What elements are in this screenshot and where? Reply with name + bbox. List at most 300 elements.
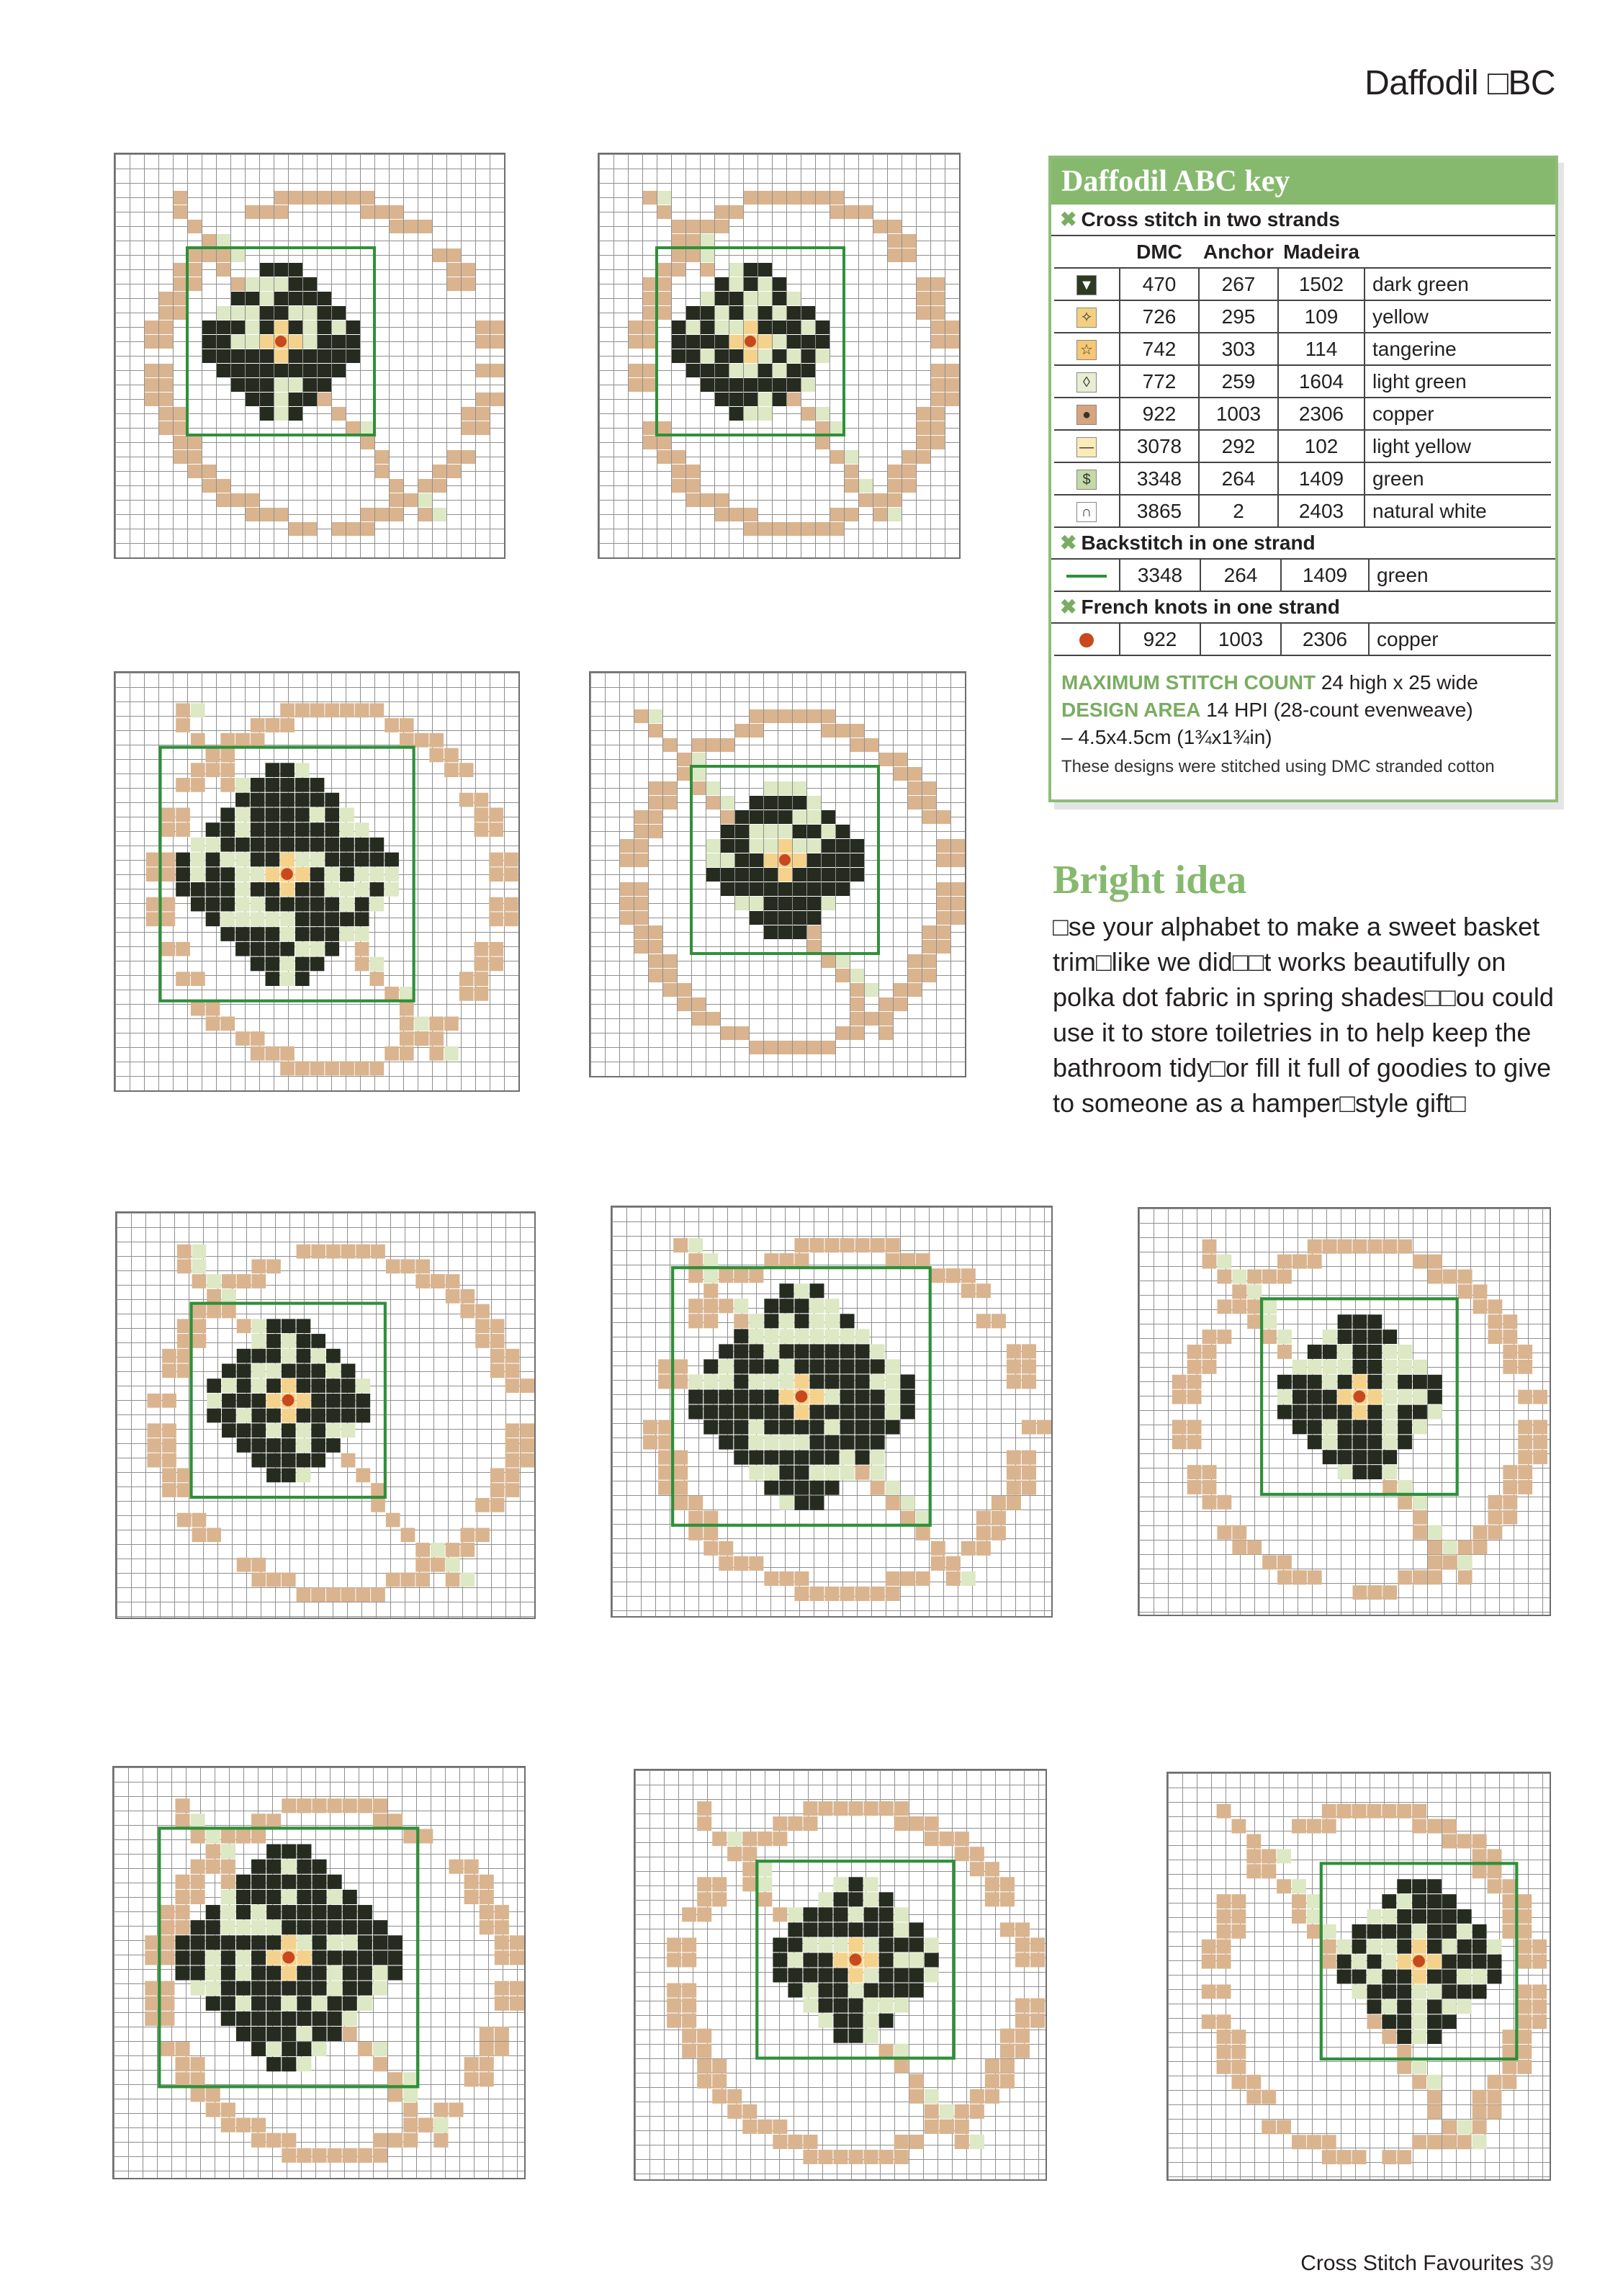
letter-stitch xyxy=(188,450,202,464)
letter-stitch xyxy=(332,522,346,536)
leaf-stitch xyxy=(750,796,763,810)
letter-stitch xyxy=(1517,2060,1532,2074)
leaf-stitch xyxy=(280,763,295,777)
letter-stitch xyxy=(297,1245,311,1259)
leaf-stitch xyxy=(251,1950,266,1965)
leaf-stitch xyxy=(816,320,830,334)
letter-stitch xyxy=(433,248,446,262)
thread-madeira: 1502 xyxy=(1278,268,1365,300)
letter-stitch xyxy=(174,450,187,464)
leaf-stitch xyxy=(1308,1345,1322,1359)
letter-stitch xyxy=(160,1981,174,1996)
letter-stitch xyxy=(510,1950,524,1965)
letter-stitch xyxy=(810,1587,824,1601)
letter-stitch xyxy=(678,983,691,997)
letter-stitch xyxy=(191,778,205,792)
petal-stitch xyxy=(280,957,295,972)
letter-stitch xyxy=(701,493,714,507)
leaf-stitch xyxy=(295,972,310,986)
letter-stitch xyxy=(191,2057,205,2071)
leaf-stitch xyxy=(266,838,280,852)
anchor-header: Anchor xyxy=(1199,236,1278,268)
letter-stitch xyxy=(415,1558,430,1572)
leaf-stitch xyxy=(191,1935,205,1950)
leaf-stitch xyxy=(1457,1984,1472,1999)
leaf-stitch xyxy=(807,911,821,925)
letter-stitch xyxy=(667,1983,681,1998)
petal-stitch xyxy=(325,882,339,897)
letter-stitch xyxy=(1473,2090,1487,2104)
leaf-stitch xyxy=(810,1450,824,1465)
letter-stitch xyxy=(318,393,331,406)
leaf-stitch xyxy=(220,822,235,837)
petal-stitch xyxy=(1383,1435,1397,1449)
letter-stitch xyxy=(1217,2045,1231,2059)
flower-centre-stitch xyxy=(849,1937,863,1952)
leaf-stitch xyxy=(794,1450,809,1465)
petal-stitch xyxy=(909,1952,924,1967)
leaf-stitch xyxy=(721,839,734,853)
flower-centre-stitch xyxy=(280,882,295,897)
letter-stitch xyxy=(925,2120,939,2134)
letter-stitch xyxy=(332,191,346,205)
letter-stitch xyxy=(1518,1360,1532,1374)
letter-stitch xyxy=(1412,2075,1426,2089)
letter-stitch xyxy=(909,2074,924,2089)
letter-stitch xyxy=(160,2012,174,2026)
petal-stitch xyxy=(341,1423,356,1438)
letter-stitch xyxy=(688,1314,703,1328)
letter-stitch xyxy=(657,421,671,435)
petal-stitch xyxy=(864,1937,878,1952)
leaf-stitch xyxy=(328,2027,342,2041)
leaf-stitch xyxy=(834,2029,848,2043)
leaf-stitch xyxy=(850,839,864,853)
letter-stitch xyxy=(1457,2135,1472,2149)
leaf-stitch xyxy=(313,1860,327,1874)
petal-stitch xyxy=(356,1378,370,1393)
leaf-stitch xyxy=(251,838,265,852)
letter-stitch xyxy=(489,867,503,882)
petal-stitch xyxy=(794,1435,809,1450)
letter-stitch xyxy=(1015,1952,1030,1967)
letter-stitch xyxy=(727,2104,742,2119)
letter-stitch xyxy=(620,911,634,925)
petal-stitch xyxy=(385,882,399,897)
leaf-stitch xyxy=(1442,1924,1457,1939)
letter-stitch xyxy=(1000,2059,1015,2073)
letter-stitch xyxy=(231,493,245,507)
dmc-header: DMC xyxy=(1120,236,1199,268)
flower-centre-stitch xyxy=(266,867,280,882)
letter-stitch xyxy=(803,1801,817,1816)
letter-stitch xyxy=(773,2135,787,2149)
petal-stitch xyxy=(1277,1390,1292,1404)
petal-stitch xyxy=(328,1981,342,1996)
letter-stitch xyxy=(917,292,930,305)
leaf-stitch xyxy=(325,942,339,956)
petal-stitch xyxy=(1442,1940,1457,1954)
leaf-stitch xyxy=(355,853,369,867)
thread-anchor: 1003 xyxy=(1199,398,1278,430)
letter-stitch xyxy=(444,1016,459,1031)
letter-stitch xyxy=(1412,2135,1426,2149)
letter-stitch xyxy=(1187,1465,1202,1479)
thread-anchor: 292 xyxy=(1199,430,1278,462)
leaf-stitch xyxy=(822,853,835,867)
letter-stitch xyxy=(688,1511,703,1525)
leaf-stitch xyxy=(925,1952,939,1967)
letter-stitch xyxy=(1202,1955,1216,1969)
letter-stitch xyxy=(145,393,158,406)
letter-stitch xyxy=(922,940,936,954)
letter-stitch xyxy=(992,1526,1006,1541)
letter-stitch xyxy=(879,2044,894,2058)
flower-centre-stitch xyxy=(764,853,778,867)
petal-stitch xyxy=(282,1349,296,1363)
leaf-stitch xyxy=(787,364,801,377)
petal-stitch xyxy=(779,1496,793,1510)
leaf-stitch xyxy=(260,378,274,392)
letter-stitch xyxy=(1292,1570,1307,1584)
letter-stitch xyxy=(643,364,657,377)
letter-stitch xyxy=(1442,1834,1457,1849)
thread-dmc: 922 xyxy=(1120,398,1199,430)
letter-stitch xyxy=(816,436,830,449)
petal-stitch xyxy=(778,825,792,838)
leaf-stitch xyxy=(202,320,216,334)
french-knot xyxy=(275,336,287,347)
letter-stitch xyxy=(672,479,685,493)
leaf-stitch xyxy=(1488,1955,1502,1969)
letter-stitch xyxy=(937,853,950,867)
petal-stitch xyxy=(310,807,325,822)
letter-stitch xyxy=(673,1466,688,1480)
leaf-stitch xyxy=(1427,1970,1442,1984)
letter-stitch xyxy=(688,1253,703,1268)
letter-stitch xyxy=(1533,1435,1547,1449)
petal-stitch xyxy=(221,1890,235,1904)
thread-madeira: 114 xyxy=(1278,333,1365,365)
leaf-stitch xyxy=(1382,1894,1396,1909)
leaf-stitch xyxy=(758,263,772,277)
petal-stitch xyxy=(274,378,288,392)
letter-stitch xyxy=(1473,2105,1487,2120)
letter-stitch xyxy=(818,2150,832,2164)
letter-stitch xyxy=(663,781,677,795)
leaf-stitch xyxy=(325,853,339,867)
leaf-stitch xyxy=(246,393,259,406)
letter-stitch xyxy=(1412,1819,1426,1834)
thread-row xyxy=(1054,300,1551,333)
letter-stitch xyxy=(162,1349,176,1363)
leaf-stitch xyxy=(311,1438,325,1453)
letter-stitch xyxy=(505,1364,520,1378)
letter-stitch xyxy=(504,853,518,867)
letter-stitch xyxy=(692,738,706,752)
leaf-stitch xyxy=(1277,1405,1292,1420)
leaf-stitch xyxy=(807,897,821,910)
leaf-stitch xyxy=(793,796,806,810)
letter-stitch xyxy=(686,248,700,262)
chart-d xyxy=(589,671,966,1077)
leaf-stitch xyxy=(793,882,806,896)
letter-stitch xyxy=(176,942,190,956)
leaf-stitch xyxy=(1308,1375,1322,1389)
letter-stitch xyxy=(721,810,734,824)
leaf-stitch xyxy=(1398,1435,1412,1449)
letter-stitch xyxy=(403,2103,418,2117)
letter-stitch xyxy=(658,1466,673,1480)
petal-stitch xyxy=(246,277,259,291)
letter-stitch xyxy=(750,724,763,737)
leaf-stitch xyxy=(778,911,792,925)
letter-stitch xyxy=(495,1981,509,1996)
letter-stitch xyxy=(773,1816,787,1831)
letter-stitch xyxy=(222,1274,236,1288)
stem-stitch xyxy=(235,778,250,792)
letter-stitch xyxy=(202,234,216,248)
stem-stitch xyxy=(925,2089,939,2104)
flower-centre-stitch xyxy=(266,1394,281,1408)
leaf-stitch xyxy=(879,2014,894,2028)
leaf-stitch xyxy=(1352,1924,1367,1939)
flower-centre-stitch xyxy=(282,1935,296,1950)
leaf-stitch xyxy=(879,1922,894,1937)
letter-stitch xyxy=(1217,1525,1231,1540)
letter-stitch xyxy=(295,703,310,717)
letter-stitch xyxy=(1442,2120,1457,2134)
backstitch-madeira: 1409 xyxy=(1281,560,1369,591)
petal-stitch xyxy=(735,897,749,910)
petal-stitch xyxy=(1382,1909,1396,1924)
letter-stitch xyxy=(686,465,700,478)
leaf-stitch xyxy=(251,1935,266,1950)
letter-stitch xyxy=(1518,1480,1532,1494)
leaf-stitch xyxy=(220,807,235,822)
letter-stitch xyxy=(697,2044,711,2058)
letter-stitch xyxy=(343,2027,357,2041)
letter-stitch xyxy=(1383,1480,1397,1494)
leaf-stitch xyxy=(266,1935,281,1950)
petal-stitch xyxy=(834,1877,848,1891)
letter-stitch xyxy=(807,940,821,954)
leaf-stitch xyxy=(794,1344,809,1358)
letter-stitch xyxy=(742,2104,757,2119)
petal-stitch xyxy=(191,1981,205,1996)
leaf-stitch xyxy=(834,1892,848,1906)
letter-stitch xyxy=(643,277,657,291)
thread-row xyxy=(1054,365,1551,398)
petal-stitch xyxy=(871,1374,885,1389)
leaf-stitch xyxy=(370,853,385,867)
leaf-stitch xyxy=(206,1905,220,1919)
letter-stitch xyxy=(341,1245,356,1259)
letter-stitch xyxy=(191,2087,205,2102)
letter-stitch xyxy=(778,709,792,723)
thread-symbol-icon: ☆ xyxy=(1054,333,1120,365)
letter-stitch xyxy=(1277,2120,1291,2134)
letter-stitch xyxy=(794,1571,809,1586)
petal-stitch xyxy=(1412,1984,1426,1999)
leaf-stitch xyxy=(297,1409,311,1423)
letter-stitch xyxy=(418,1829,433,1844)
letter-stitch xyxy=(358,1798,372,1813)
petal-stitch xyxy=(822,897,835,910)
letter-stitch xyxy=(346,421,360,435)
leaf-stitch xyxy=(282,1468,296,1483)
letter-stitch xyxy=(1262,1329,1277,1344)
letter-stitch xyxy=(489,807,503,822)
letter-stitch xyxy=(490,393,504,406)
leaf-stitch xyxy=(787,335,801,349)
letter-stitch xyxy=(343,1798,357,1813)
leaf-stitch xyxy=(1473,1984,1487,1999)
leaf-stitch xyxy=(825,1344,840,1358)
letter-stitch xyxy=(480,1890,494,1904)
leaf-stitch xyxy=(855,1435,870,1450)
letter-stitch xyxy=(830,508,844,521)
letter-stitch xyxy=(1217,1329,1231,1344)
petal-stitch xyxy=(686,320,700,334)
letter-stitch xyxy=(764,1253,778,1268)
letter-stitch xyxy=(459,793,474,807)
leaf-stitch xyxy=(764,1299,778,1313)
french-dmc: 922 xyxy=(1120,624,1200,655)
letter-stitch xyxy=(145,364,158,377)
letter-stitch xyxy=(370,1062,385,1076)
leaf-stitch xyxy=(297,1860,311,1874)
petal-stitch xyxy=(340,927,354,941)
letter-stitch xyxy=(682,1999,696,2013)
letter-stitch xyxy=(917,436,930,449)
petal-stitch xyxy=(1382,1999,1396,2014)
petal-stitch xyxy=(246,335,259,349)
letter-stitch xyxy=(1518,1345,1532,1359)
letter-stitch xyxy=(703,1314,718,1328)
letter-stitch xyxy=(1000,2074,1015,2089)
letter-stitch xyxy=(620,897,634,910)
letter-stitch xyxy=(145,1996,159,2011)
leaf-stitch xyxy=(311,1409,325,1423)
leaf-stitch xyxy=(744,263,757,277)
leaf-stitch xyxy=(734,1359,748,1373)
letter-stitch xyxy=(922,954,936,968)
petal-stitch xyxy=(758,407,772,421)
letter-stitch xyxy=(697,2029,711,2043)
backstitch-anchor: 264 xyxy=(1200,560,1281,591)
leaf-stitch xyxy=(734,1344,748,1358)
leaf-stitch xyxy=(810,1435,824,1450)
leaf-stitch xyxy=(729,349,743,363)
letter-stitch xyxy=(177,1513,192,1528)
letter-stitch xyxy=(1503,1360,1517,1374)
letter-stitch xyxy=(682,2044,696,2058)
leaf-stitch xyxy=(1397,1940,1411,1954)
leaf-stitch xyxy=(280,778,295,792)
letter-stitch xyxy=(859,493,873,507)
leaf-stitch xyxy=(758,364,772,377)
petal-stitch xyxy=(787,349,801,363)
letter-stitch xyxy=(719,1299,733,1313)
stem-stitch xyxy=(845,450,858,464)
letter-stitch xyxy=(251,2133,266,2148)
letter-stitch xyxy=(1397,2060,1411,2074)
flower-centre-stitch xyxy=(729,335,743,349)
letter-stitch xyxy=(1217,1909,1231,1924)
letter-stitch xyxy=(1413,1255,1427,1269)
petal-stitch xyxy=(779,1374,793,1389)
leaf-stitch xyxy=(340,838,354,852)
petal-stitch xyxy=(231,306,245,320)
leaf-stitch xyxy=(793,911,806,925)
leaf-stitch xyxy=(313,1981,327,1996)
flower-centre-stitch xyxy=(1427,1955,1442,1969)
letter-stitch xyxy=(446,1289,460,1304)
petal-stitch xyxy=(787,292,801,305)
leaf-stitch xyxy=(701,378,714,392)
petal-stitch xyxy=(1413,1420,1427,1434)
letter-stitch xyxy=(237,1558,251,1572)
flower-centre-stitch xyxy=(282,1966,296,1981)
stem-stitch xyxy=(403,2087,418,2102)
leaf-stitch xyxy=(719,1420,733,1435)
petal-stitch xyxy=(788,1952,802,1967)
leaf-stitch xyxy=(807,868,821,882)
letter-stitch xyxy=(341,1453,356,1468)
letter-stitch xyxy=(925,1816,939,1831)
leaf-stitch xyxy=(721,882,734,896)
letter-stitch xyxy=(657,263,671,277)
flower-centre-stitch xyxy=(778,839,792,853)
leaf-stitch xyxy=(1383,1329,1397,1344)
leaf-stitch xyxy=(1398,1420,1412,1434)
letter-stitch xyxy=(475,1334,490,1348)
leaf-stitch xyxy=(1412,1879,1426,1893)
letter-stitch xyxy=(667,2014,681,2028)
letter-stitch xyxy=(712,2059,727,2073)
chart-c xyxy=(114,671,520,1092)
letter-stitch xyxy=(894,753,907,766)
letter-stitch xyxy=(1518,1465,1532,1479)
letter-stitch xyxy=(188,465,202,478)
letter-stitch xyxy=(1503,1495,1517,1510)
thread-symbol-icon: ∩ xyxy=(1054,495,1120,527)
letter-stitch xyxy=(937,882,950,896)
cross-icon: ✖ xyxy=(1060,208,1077,230)
letter-stitch xyxy=(1007,1344,1021,1358)
letter-stitch xyxy=(1308,1239,1322,1254)
flower-centre-stitch xyxy=(1367,1390,1382,1404)
letter-stitch xyxy=(1517,1894,1532,1909)
letter-stitch xyxy=(1502,1894,1516,1909)
petal-stitch xyxy=(251,897,265,912)
letter-stitch xyxy=(236,2118,251,2133)
madeira-header: Madeira xyxy=(1278,236,1365,268)
letter-stitch xyxy=(480,1920,494,1934)
leaf-stitch xyxy=(310,882,325,897)
letter-stitch xyxy=(220,733,235,748)
leaf-stitch xyxy=(207,1409,221,1423)
letter-stitch xyxy=(682,1937,696,1952)
letter-stitch xyxy=(803,1816,817,1831)
leaf-stitch xyxy=(901,1390,915,1404)
leaf-stitch xyxy=(221,1935,235,1950)
petal-stitch xyxy=(266,1364,281,1378)
petal-stitch xyxy=(251,1364,266,1378)
leaf-stitch xyxy=(385,853,399,867)
leaf-stitch xyxy=(341,1378,356,1393)
